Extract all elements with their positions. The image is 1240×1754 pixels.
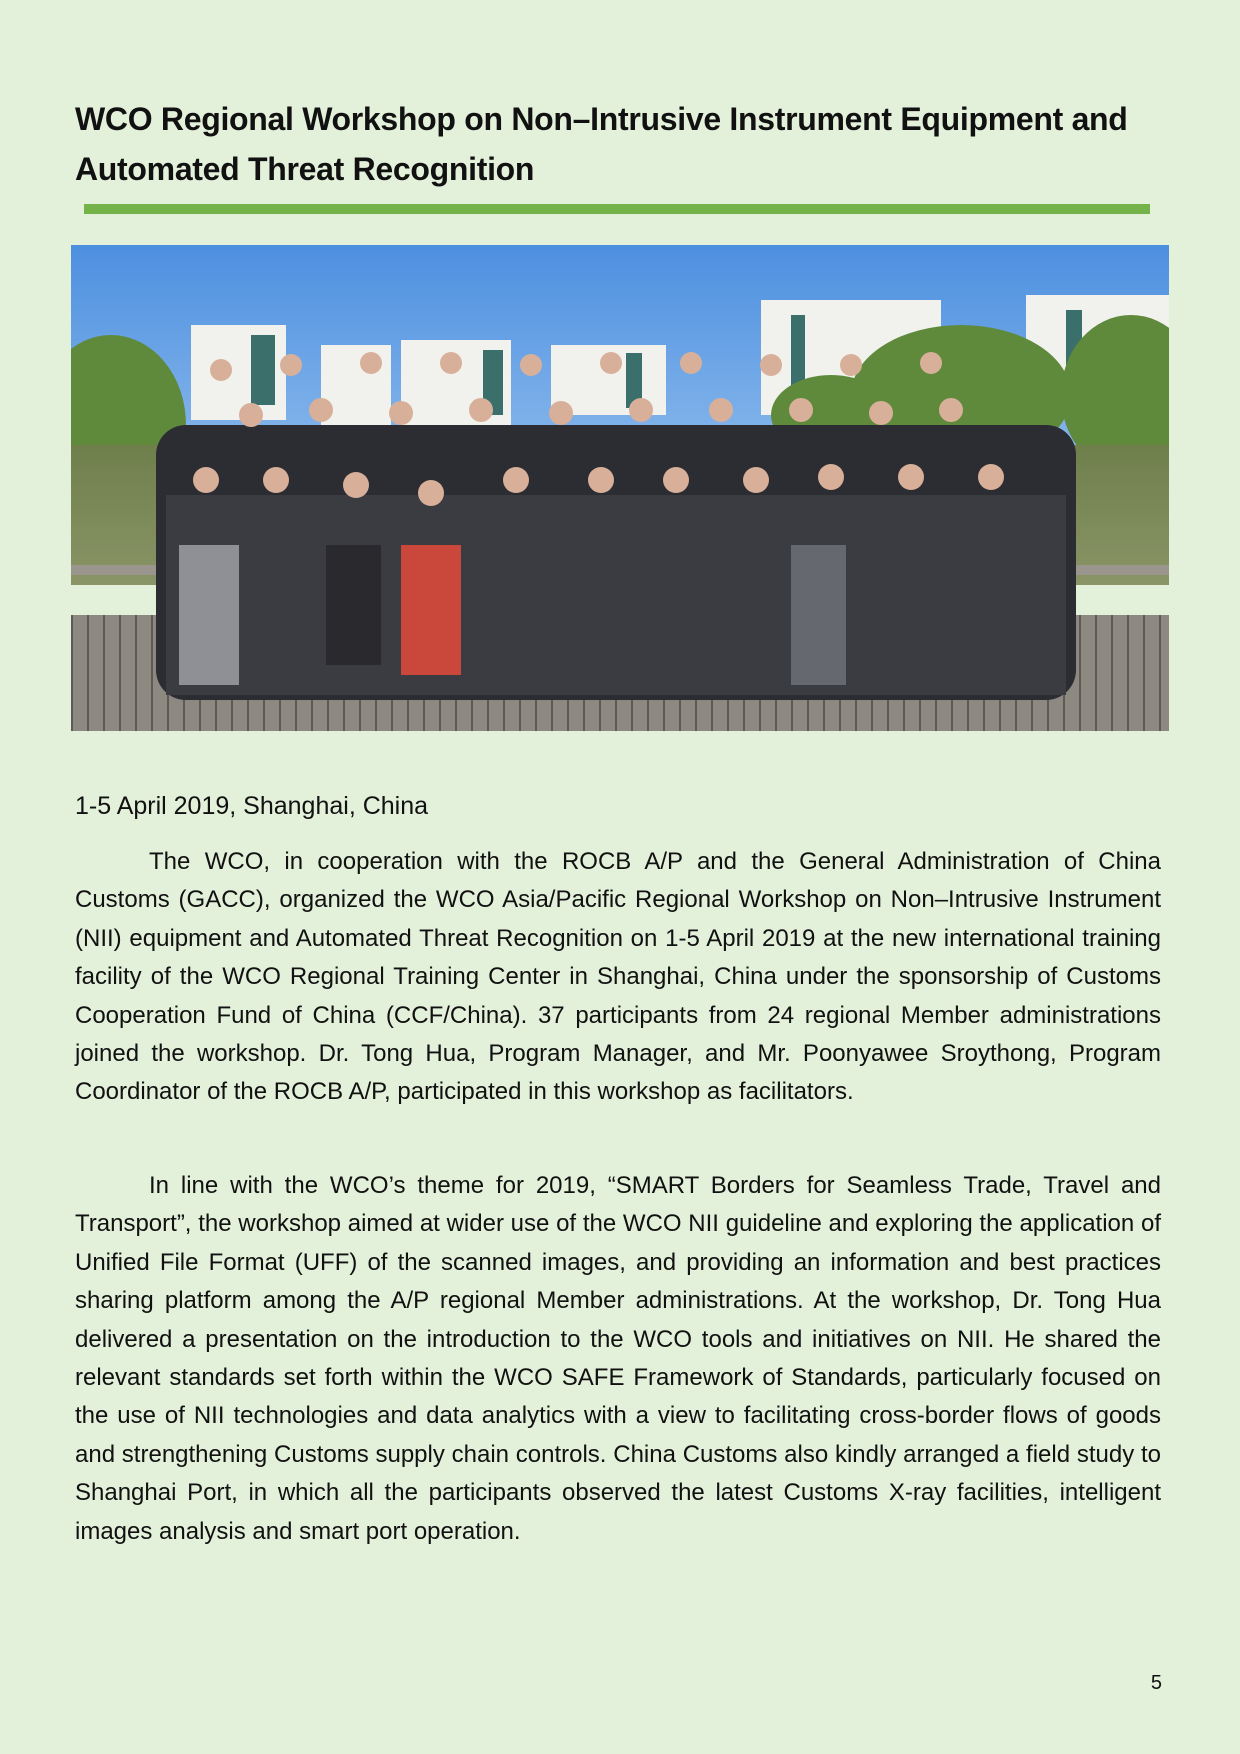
body-paragraph-2: In line with the WCO’s theme for 2019, “SMART Borders for Seamless Trade, Travel and Transport”, the workshop aimed at wider use of the WCO NII guideline and exploring the application of Unified File Format (UFF) of the scanned images, and providing an information and best practices sharing platform among the A/P regional Member administrations. At the workshop, Dr. Tong Hua delivered a presentation on the introduction to the WCO tools and initiatives on NII. He shared the relevant standards set forth within the WCO SAFE Framework of Standards, particularly focused on the use of NII technologies and data analytics with a view to facilitating cross-border flows of goods and strengthening Customs supply chain controls. China Customs also kindly arranged a field study to Shanghai Port, in which all the participants observed the latest Customs X-ray facilities, intelligent images analysis and smart port operation. — [75, 1172, 1161, 1545]
page-number: 5 — [1150, 1672, 1162, 1694]
title-underline — [84, 204, 1150, 214]
group-photo — [71, 245, 1169, 731]
dateline: 1-5 April 2019, Shanghai, China — [75, 792, 429, 820]
page-title: WCO Regional Workshop on Non–Intrusive Instrument Equipment and Automated Threat Recognition — [75, 101, 1128, 187]
body-paragraph-1: The WCO, in cooperation with the ROCB A/P and the General Administration of China Customs (GACC), organized the WCO Asia/Pacific Regional Workshop on Non–Intrusive Instrument (NII) equipment and Automated Threat Recognition on 1-5 April 2019 at the new international training facility of the WCO Regional Training Center in Shanghai, China under the sponsorship of Customs Cooperation Fund of China (CCF/China). 37 participants from 24 regional Member administrations joined the workshop. Dr. Tong Hua, Program Manager, and Mr. Poonyawee Sroythong, Program Coordinator of the ROCB A/P, participated in this workshop as facilitators. — [75, 848, 1161, 1106]
